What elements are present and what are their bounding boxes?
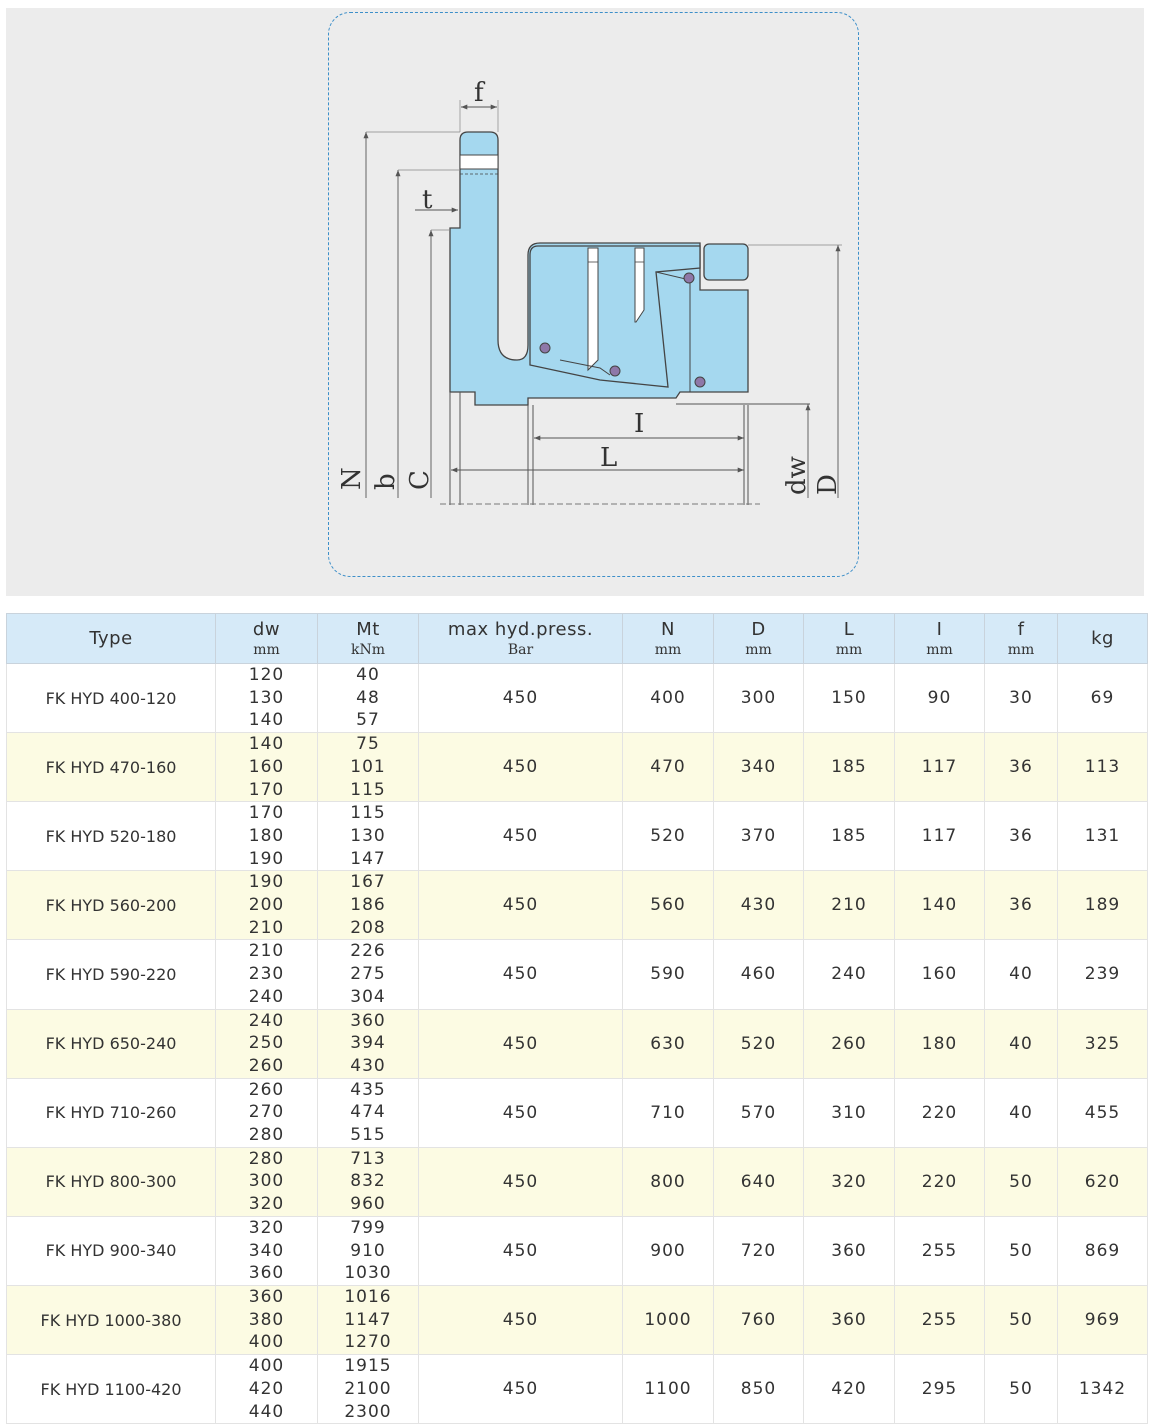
- cell-i: 117: [895, 733, 985, 802]
- cell-mt-value: 1147: [344, 1309, 392, 1330]
- cell-mt-value: 208: [350, 917, 386, 938]
- cell-dw-value: 360: [248, 1286, 285, 1307]
- cell-mt-list: [318, 802, 419, 871]
- cell-kg: 113: [1058, 733, 1148, 802]
- cell-l: 320: [804, 1147, 895, 1216]
- cell-n: 1000: [623, 1285, 714, 1354]
- column-header: [7, 614, 216, 664]
- cell-mt-value: 360: [350, 1010, 386, 1031]
- cell-dw-list: [216, 871, 318, 940]
- column-header-label: I: [936, 618, 943, 640]
- cell-n: 800: [623, 1147, 714, 1216]
- cell-n: 560: [623, 871, 714, 940]
- cell-dw-value: 210: [248, 917, 285, 938]
- cell-dw-list: [216, 1078, 318, 1147]
- table-row: [7, 1147, 1148, 1216]
- column-header: [1058, 614, 1148, 664]
- table-row: [7, 1009, 1148, 1078]
- cell-dw-value: 190: [248, 872, 285, 893]
- column-header-label: D: [751, 618, 766, 640]
- cell-mt-value: 1016: [344, 1286, 392, 1307]
- cell-mt-value: 167: [350, 872, 386, 893]
- cell-press: 450: [419, 871, 623, 940]
- cell-type: FK HYD 1100-420: [7, 1355, 216, 1424]
- column-header-unit: mm: [926, 641, 953, 658]
- cell-f: 36: [985, 802, 1058, 871]
- cell-i: 160: [895, 940, 985, 1009]
- cell-n: 520: [623, 802, 714, 871]
- cell-n: 400: [623, 664, 714, 733]
- cell-dw-list: [216, 940, 318, 1009]
- cell-n: 630: [623, 1009, 714, 1078]
- cell-dw-value: 200: [248, 895, 285, 916]
- cell-dw-value: 170: [248, 779, 285, 800]
- cell-dw-value: 400: [248, 1356, 285, 1377]
- cell-dw-value: 340: [248, 1240, 285, 1261]
- cell-kg: 455: [1058, 1078, 1148, 1147]
- cell-d: 850: [714, 1355, 804, 1424]
- cell-l: 210: [804, 871, 895, 940]
- cell-mt-list: [318, 1285, 419, 1354]
- cell-mt-value: 430: [350, 1055, 386, 1076]
- cell-mt-value: 474: [350, 1102, 386, 1123]
- column-header: [714, 614, 804, 664]
- cell-mt-value: 75: [356, 734, 380, 755]
- shrink-disc-cross-section-drawing: [0, 0, 1150, 600]
- cell-d: 640: [714, 1147, 804, 1216]
- cell-type: FK HYD 520-180: [7, 802, 216, 871]
- cell-mt-value: 394: [350, 1033, 386, 1054]
- cell-kg: 131: [1058, 802, 1148, 871]
- cell-n: 1100: [623, 1355, 714, 1424]
- cell-mt-list: [318, 1355, 419, 1424]
- cell-type: FK HYD 710-260: [7, 1078, 216, 1147]
- cell-dw-value: 380: [248, 1309, 285, 1330]
- cell-f: 36: [985, 733, 1058, 802]
- cell-mt-value: 2300: [344, 1401, 392, 1422]
- cell-mt-value: 713: [350, 1148, 386, 1169]
- cell-n: 900: [623, 1216, 714, 1285]
- table-row: [7, 664, 1148, 733]
- cell-i: 255: [895, 1285, 985, 1354]
- cap-ring: [704, 244, 748, 280]
- cell-f: 50: [985, 1216, 1058, 1285]
- cell-i: 140: [895, 871, 985, 940]
- cell-kg: 620: [1058, 1147, 1148, 1216]
- o-ring-seal: [695, 377, 705, 387]
- cell-type: FK HYD 560-200: [7, 871, 216, 940]
- column-header: [985, 614, 1058, 664]
- dim-label-b: b: [371, 473, 401, 490]
- cell-dw-value: 120: [248, 665, 285, 685]
- cell-dw-value: 140: [248, 734, 285, 755]
- cell-press: 450: [419, 1009, 623, 1078]
- cell-f: 30: [985, 664, 1058, 733]
- cell-mt-value: 2100: [344, 1378, 392, 1399]
- cell-dw-value: 180: [248, 825, 285, 846]
- table-row: [7, 940, 1148, 1009]
- cell-dw-value: 400: [248, 1332, 285, 1353]
- cell-f: 50: [985, 1147, 1058, 1216]
- cell-dw-value: 320: [248, 1194, 285, 1215]
- cell-mt-value: 832: [350, 1171, 386, 1192]
- cell-dw-value: 440: [248, 1401, 285, 1422]
- cell-mt-value: 48: [356, 687, 380, 708]
- cell-press: 450: [419, 664, 623, 733]
- table-row: [7, 1355, 1148, 1424]
- cell-mt-value: 910: [350, 1240, 386, 1261]
- cell-mt-list: [318, 1078, 419, 1147]
- column-header: [804, 614, 895, 664]
- dim-label-n: N: [337, 467, 367, 490]
- cell-i: 255: [895, 1216, 985, 1285]
- cell-press: 450: [419, 733, 623, 802]
- cell-mt-value: 1270: [344, 1332, 392, 1353]
- cell-mt-value: 147: [350, 848, 386, 869]
- o-ring-seal: [684, 273, 694, 283]
- cell-i: 220: [895, 1147, 985, 1216]
- column-header-label: dw: [252, 618, 281, 640]
- cell-mt-value: 40: [356, 665, 380, 685]
- cell-dw-value: 250: [248, 1033, 285, 1054]
- cell-dw-value: 210: [248, 941, 285, 962]
- column-header-label: kg: [1091, 627, 1114, 649]
- cell-f: 40: [985, 1009, 1058, 1078]
- cell-l: 185: [804, 802, 895, 871]
- cell-mt-list: [318, 871, 419, 940]
- table-row: [7, 1285, 1148, 1354]
- cell-mt-value: 101: [350, 756, 386, 777]
- cell-dw-value: 260: [248, 1055, 285, 1076]
- cell-press: 450: [419, 1216, 623, 1285]
- cell-f: 50: [985, 1355, 1058, 1424]
- column-header-unit: mm: [835, 641, 863, 658]
- cell-kg: 189: [1058, 871, 1148, 940]
- column-header: [318, 614, 419, 664]
- cell-l: 240: [804, 940, 895, 1009]
- cell-d: 300: [714, 664, 804, 733]
- o-ring-seal: [610, 366, 620, 376]
- cell-mt-list: [318, 1216, 419, 1285]
- cell-dw-list: [216, 1285, 318, 1354]
- column-header: [623, 614, 714, 664]
- cell-dw-value: 240: [248, 986, 285, 1007]
- table-row: [7, 871, 1148, 940]
- cell-i: 295: [895, 1355, 985, 1424]
- column-header-label: N: [661, 618, 675, 640]
- table-row: [7, 733, 1148, 802]
- column-header: [895, 614, 985, 664]
- cell-d: 370: [714, 802, 804, 871]
- cell-mt-value: 115: [350, 779, 386, 800]
- cell-mt-value: 57: [356, 710, 380, 731]
- cell-dw-value: 420: [248, 1378, 285, 1399]
- cell-d: 430: [714, 871, 804, 940]
- table-row: [7, 1216, 1148, 1285]
- cell-kg: 869: [1058, 1216, 1148, 1285]
- cell-mt-value: 799: [350, 1217, 386, 1238]
- column-header: [419, 614, 623, 664]
- cell-press: 450: [419, 1285, 623, 1354]
- cell-n: 590: [623, 940, 714, 1009]
- cell-dw-value: 360: [248, 1263, 285, 1284]
- column-header-unit: mm: [745, 641, 772, 658]
- column-header-unit: mm: [654, 641, 682, 658]
- table-row: [7, 1078, 1148, 1147]
- o-ring-seal: [540, 343, 550, 353]
- cell-dw-list: [216, 1147, 318, 1216]
- cell-dw-value: 280: [248, 1148, 285, 1169]
- cell-f: 40: [985, 940, 1058, 1009]
- column-header-label: Type: [89, 627, 133, 649]
- dim-label-i: I: [634, 409, 645, 439]
- cell-dw-value: 230: [248, 964, 285, 985]
- cell-type: FK HYD 590-220: [7, 940, 216, 1009]
- cell-kg: 69: [1058, 664, 1148, 733]
- column-header-label: max hyd.press.: [447, 618, 594, 640]
- column-header: [216, 614, 318, 664]
- cell-type: FK HYD 1000-380: [7, 1285, 216, 1354]
- cell-d: 520: [714, 1009, 804, 1078]
- cell-l: 185: [804, 733, 895, 802]
- dim-label-d: D: [813, 474, 843, 495]
- cell-type: FK HYD 400-120: [7, 664, 216, 733]
- cell-l: 150: [804, 664, 895, 733]
- cell-mt-value: 226: [350, 941, 386, 962]
- cell-press: 450: [419, 1147, 623, 1216]
- specifications-table: [6, 613, 1148, 1424]
- cell-l: 260: [804, 1009, 895, 1078]
- dim-label-t: t: [422, 185, 433, 215]
- cell-i: 90: [895, 664, 985, 733]
- cell-press: 450: [419, 1355, 623, 1424]
- cell-dw-value: 130: [248, 687, 285, 708]
- column-header-unit: Bar: [507, 641, 534, 658]
- cell-dw-list: [216, 664, 318, 733]
- cell-mt-value: 115: [350, 803, 386, 824]
- dim-label-l: L: [600, 443, 618, 473]
- dim-label-dw: dw: [782, 456, 812, 495]
- cell-mt-value: 130: [350, 825, 386, 846]
- cell-l: 310: [804, 1078, 895, 1147]
- cell-mt-value: 275: [350, 964, 386, 985]
- cell-kg: 969: [1058, 1285, 1148, 1354]
- cell-type: FK HYD 470-160: [7, 733, 216, 802]
- cell-mt-list: [318, 940, 419, 1009]
- cell-press: 450: [419, 802, 623, 871]
- cell-dw-value: 260: [248, 1079, 285, 1100]
- cell-mt-value: 435: [350, 1079, 386, 1100]
- cell-kg: 325: [1058, 1009, 1148, 1078]
- cell-mt-list: [318, 664, 419, 733]
- cell-f: 50: [985, 1285, 1058, 1354]
- cell-press: 450: [419, 940, 623, 1009]
- cell-dw-value: 280: [248, 1125, 285, 1146]
- dim-label-f: f: [474, 78, 484, 108]
- cell-mt-value: 960: [350, 1194, 386, 1215]
- hub-slot: [460, 155, 498, 169]
- cell-mt-value: 515: [350, 1125, 386, 1146]
- cell-i: 117: [895, 802, 985, 871]
- table-header-row: [7, 614, 1148, 664]
- cell-mt-list: [318, 733, 419, 802]
- cell-dw-list: [216, 733, 318, 802]
- cell-dw-list: [216, 1355, 318, 1424]
- column-header-label: f: [1017, 618, 1025, 640]
- cell-kg: 1342: [1058, 1355, 1148, 1424]
- cell-mt-value: 1915: [344, 1356, 392, 1377]
- cell-l: 420: [804, 1355, 895, 1424]
- cell-d: 570: [714, 1078, 804, 1147]
- cell-type: FK HYD 900-340: [7, 1216, 216, 1285]
- cell-dw-value: 160: [248, 756, 285, 777]
- cell-n: 470: [623, 733, 714, 802]
- column-header-label: Mt: [356, 618, 380, 640]
- cell-dw-list: [216, 802, 318, 871]
- cell-i: 220: [895, 1078, 985, 1147]
- cell-mt-value: 1030: [344, 1263, 392, 1284]
- cell-dw-list: [216, 1216, 318, 1285]
- cell-dw-value: 320: [248, 1217, 285, 1238]
- cell-f: 36: [985, 871, 1058, 940]
- dim-label-c: C: [405, 470, 435, 490]
- cell-l: 360: [804, 1285, 895, 1354]
- cell-dw-value: 270: [248, 1102, 285, 1123]
- cell-dw-value: 190: [248, 848, 285, 869]
- cell-l: 360: [804, 1216, 895, 1285]
- cell-type: FK HYD 800-300: [7, 1147, 216, 1216]
- cell-kg: 239: [1058, 940, 1148, 1009]
- cell-d: 340: [714, 733, 804, 802]
- cell-dw-value: 140: [248, 710, 285, 731]
- cell-d: 460: [714, 940, 804, 1009]
- cell-mt-value: 304: [350, 986, 386, 1007]
- table-row: [7, 802, 1148, 871]
- cell-n: 710: [623, 1078, 714, 1147]
- cell-d: 760: [714, 1285, 804, 1354]
- cell-mt-list: [318, 1147, 419, 1216]
- cell-dw-value: 170: [248, 803, 285, 824]
- cell-f: 40: [985, 1078, 1058, 1147]
- cell-dw-value: 240: [248, 1010, 285, 1031]
- column-header-unit: mm: [1007, 641, 1035, 658]
- cell-mt-list: [318, 1009, 419, 1078]
- cell-press: 450: [419, 1078, 623, 1147]
- column-header-label: L: [843, 618, 855, 640]
- cell-mt-value: 186: [350, 895, 386, 916]
- cell-dw-value: 300: [248, 1171, 285, 1192]
- cell-type: FK HYD 650-240: [7, 1009, 216, 1078]
- column-header-unit: mm: [253, 641, 280, 658]
- column-header-unit: kNm: [350, 641, 385, 658]
- cell-i: 180: [895, 1009, 985, 1078]
- cell-dw-list: [216, 1009, 318, 1078]
- cell-d: 720: [714, 1216, 804, 1285]
